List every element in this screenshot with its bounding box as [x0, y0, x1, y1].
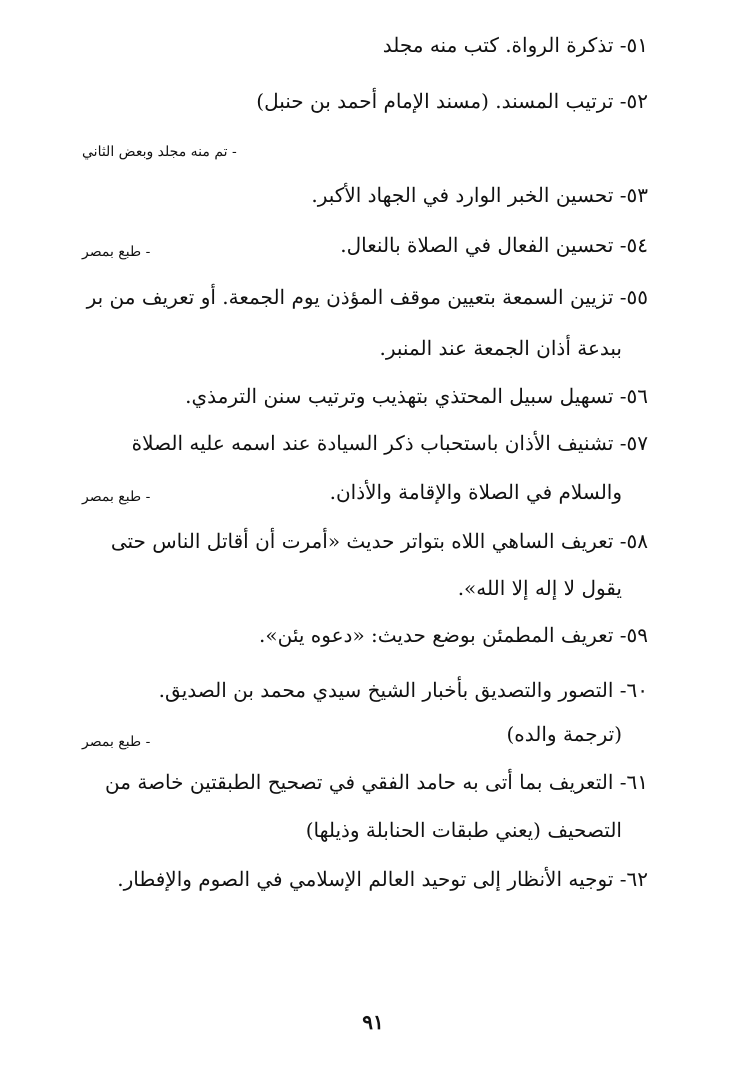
entry-52-note: - تم منه مجلد وبعض الثاني — [82, 144, 237, 160]
entry-58-line-2: يقول لا إله إلا الله». — [457, 576, 622, 600]
entry-57-note: - طبع بمصر — [82, 489, 151, 505]
entry-61-line-1: ٦١- التعريف بما أتى به حامد الفقي في تصحيح الطبقتين خاصة من — [105, 770, 648, 794]
entry-60-line-2: (ترجمة والده) — [506, 722, 622, 746]
page-number: ٩١ — [362, 1010, 384, 1034]
entry-51: ٥١- تذكرة الرواة. كتب منه مجلد — [382, 33, 648, 57]
entry-62: ٦٢- توجيه الأنظار إلى توحيد العالم الإسلامي في الصوم والإفطار. — [117, 867, 648, 891]
entry-61-line-2: التصحيف (يعني طبقات الحنابلة وذيلها) — [305, 818, 622, 842]
entry-55-line-1: ٥٥- تزيين السمعة بتعيين موقف المؤذن يوم الجمعة. أو تعريف من بر — [86, 285, 648, 309]
entry-57-line-2: والسلام في الصلاة والإقامة والأذان. — [329, 480, 622, 504]
entry-54: ٥٤- تحسين الفعال في الصلاة بالنعال. — [340, 233, 648, 257]
entry-55-line-2: ببدعة أذان الجمعة عند المنبر. — [379, 336, 622, 360]
entry-54-note: - طبع بمصر — [82, 244, 151, 260]
entry-56: ٥٦- تسهيل سبيل المحتذي بتهذيب وترتيب سنن الترمذي. — [185, 384, 648, 408]
entry-58-line-1: ٥٨- تعريف الساهي اللاه بتواتر حديث «أمرت أن أقاتل الناس حتى — [110, 529, 648, 553]
entry-53: ٥٣- تحسين الخبر الوارد في الجهاد الأكبر. — [311, 183, 648, 207]
entry-57-line-1: ٥٧- تشنيف الأذان باستحباب ذكر السيادة عند اسمه عليه الصلاة — [131, 431, 648, 455]
entry-52: ٥٢- ترتيب المسند. (مسند الإمام أحمد بن حنبل) — [256, 89, 648, 113]
entry-60-line-1: ٦٠- التصور والتصديق بأخبار الشيخ سيدي محمد بن الصديق. — [158, 678, 648, 702]
entry-60-note: - طبع بمصر — [82, 734, 151, 750]
entry-59: ٥٩- تعريف المطمئن بوضع حديث: «دعوه يئن». — [259, 623, 648, 647]
